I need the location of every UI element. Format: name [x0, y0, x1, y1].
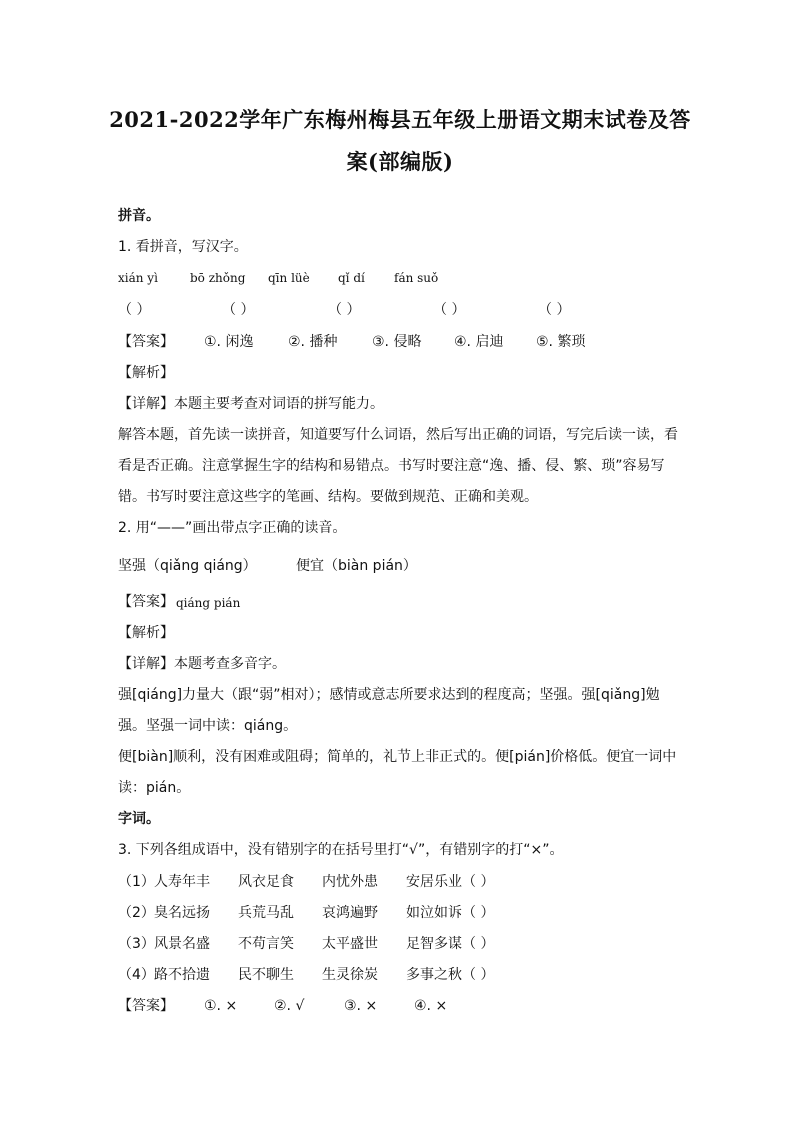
q3-idiom-with-blank: 足智多谋（ ） [406, 936, 495, 952]
q1-answer-1: ①. 闲逸 [204, 334, 254, 350]
q2-explain-line4: 读：pián。 [118, 780, 191, 796]
q1-pinyin-4: qǐ dí [338, 271, 365, 285]
q3-idiom: 臭名远扬 [154, 905, 210, 921]
q2-analysis-label: 【解析】 [118, 625, 174, 641]
q2-answer-row [118, 592, 418, 612]
doc-title-line2: 案(部编版) [346, 149, 454, 174]
q2-explain-line3: 便[biàn]顺利，没有困难或阻碍；简单的，礼节上非正式的。便[pián]价格低。便宜一词中 [118, 749, 677, 765]
q1-pinyin-1: xián yì [118, 271, 158, 285]
q2-explain-line1: 强[qiáng]力量大（跟“弱”相对）；感情或意志所要求达到的程度高；坚强。强[qiǎng]勉 [118, 687, 660, 703]
q3-idiom: 哀鸿遍野 [322, 905, 378, 921]
q1-blank-row [118, 300, 678, 320]
q3-row [118, 903, 678, 923]
q3-idiom: 不苟言笑 [238, 936, 294, 952]
q3-idiom: 内忧外患 [322, 874, 378, 890]
question-1-stem: 1. 看拼音，写汉字。 [118, 239, 248, 255]
q1-pinyin-5: fán suǒ [394, 271, 439, 285]
q1-answer-4: ④. 启迪 [454, 334, 504, 350]
q2-detail: 【详解】本题考查多音字。 [118, 656, 286, 672]
q3-idiom: 民不聊生 [238, 967, 294, 983]
q3-row [118, 934, 678, 954]
question-3-stem: 3. 下列各组成语中，没有错别字的在括号里打“√”，有错别字的打“×”。 [118, 842, 564, 858]
question-2-stem: 2. 用“——”画出带点字正确的读音。 [118, 520, 347, 536]
q3-row [118, 965, 678, 985]
q1-pinyin-row [118, 268, 678, 288]
doc-title-line1: 2021-2022学年广东梅州梅县五年级上册语文期末试卷及答 [109, 107, 691, 132]
q3-answer-3: ③. × [344, 998, 378, 1014]
q1-answer-3: ③. 侵略 [372, 334, 422, 350]
q3-answer-label: 【答案】 [118, 998, 174, 1014]
q1-explain-line1: 解答本题，首先读一读拼音，知道要写什么词语，然后写出正确的词语，写完后读一读，看 [118, 427, 678, 443]
q1-blank-3: （ ） [328, 302, 361, 318]
q3-idiom-with-blank: 多事之秋（ ） [406, 967, 495, 983]
q3-idiom: 兵荒马乱 [238, 905, 294, 921]
q3-answer-row [118, 996, 678, 1016]
q2-item-2: 便宜（biàn pián） [296, 558, 417, 574]
q3-idiom: 风景名盛 [154, 936, 210, 952]
q2-items-row [118, 556, 518, 576]
q2-answer-label: 【答案】 [118, 594, 174, 610]
q1-analysis-label: 【解析】 [118, 365, 174, 381]
section-heading-pinyin: 拼音。 [118, 208, 160, 224]
q1-explain-line2: 看是否正确。注意掌握生字的结构和易错点。书写时要注意“逸、播、侵、繁、琐”容易写 [118, 458, 665, 474]
q1-blank-2: （ ） [222, 302, 255, 318]
q1-explain-line3: 错。书写时要注意这些字的笔画、结构。要做到规范、正确和美观。 [118, 489, 538, 505]
q3-row [118, 872, 678, 892]
section-heading-words: 字词。 [118, 811, 160, 827]
q1-detail: 【详解】本题主要考查对词语的拼写能力。 [118, 396, 384, 412]
q2-answer: qiáng pián [176, 596, 241, 610]
q3-idiom-with-blank: 安居乐业（ ） [406, 874, 495, 890]
q1-blank-4: （ ） [433, 302, 466, 318]
q1-answer-label: 【答案】 [118, 334, 174, 350]
q3-row-number: （1） [118, 874, 155, 890]
q3-row-number: （2） [118, 905, 155, 921]
q3-answer-1: ①. × [204, 998, 238, 1014]
q3-idiom: 太平盛世 [322, 936, 378, 952]
q1-answer-2: ②. 播种 [288, 334, 338, 350]
q1-blank-5: （ ） [538, 302, 571, 318]
q3-idiom: 路不拾遗 [154, 967, 210, 983]
q1-answer-row [118, 332, 678, 352]
q1-answer-5: ⑤. 繁琐 [536, 334, 586, 350]
q2-explain-line2: 强。坚强一词中读：qiáng。 [118, 718, 298, 734]
q1-pinyin-3: qīn lüè [268, 271, 310, 285]
q3-answer-4: ④. × [414, 998, 448, 1014]
q1-blank-1: （ ） [118, 302, 151, 318]
q3-idiom: 生灵徐炭 [322, 967, 378, 983]
q3-row-number: （3） [118, 936, 155, 952]
q3-idiom-with-blank: 如泣如诉（ ） [406, 905, 495, 921]
q3-idiom: 人寿年丰 [154, 874, 210, 890]
q3-answer-2: ②. √ [274, 998, 305, 1014]
q3-idiom: 风衣足食 [238, 874, 294, 890]
q3-row-number: （4） [118, 967, 155, 983]
q1-pinyin-2: bō zhǒng [190, 271, 246, 285]
q2-item-1: 坚强（qiǎng qiáng） [118, 558, 257, 574]
